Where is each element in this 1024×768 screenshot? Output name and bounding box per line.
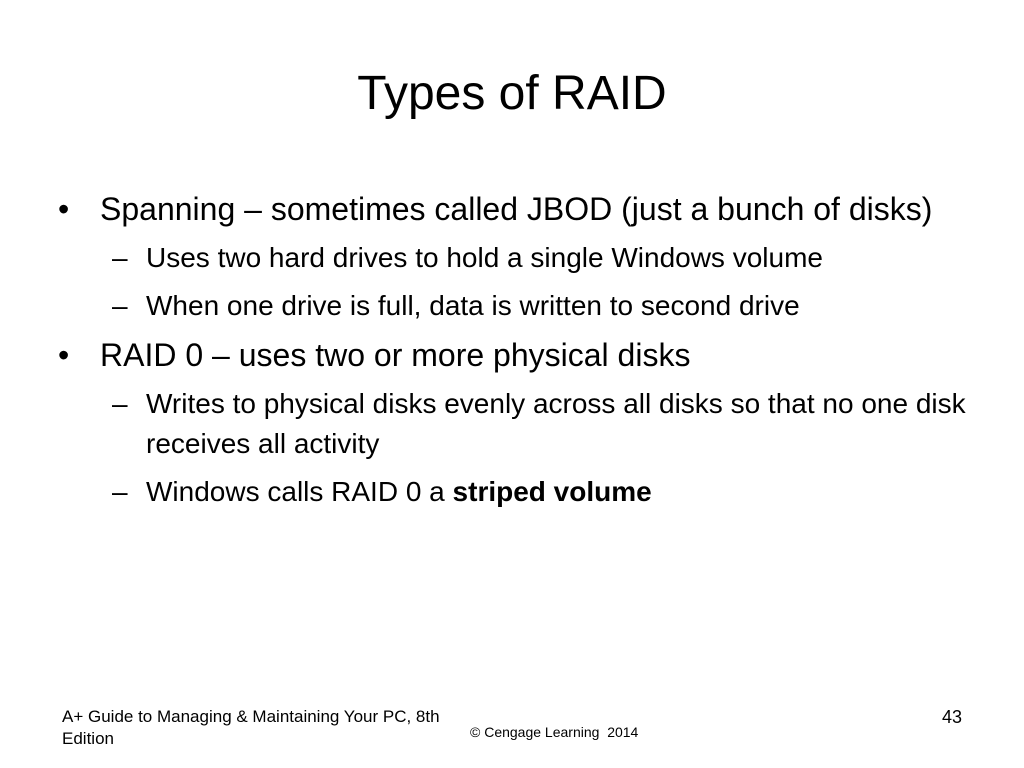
footer-book-title: A+ Guide to Managing & Maintaining Your PC, 8th Edition — [62, 707, 440, 748]
sub-bullet-text-prefix: Windows calls RAID 0 a — [146, 476, 453, 507]
bullet-item — [58, 188, 978, 230]
sub-bullet-item — [58, 384, 986, 464]
page-number: 43 — [941, 707, 962, 727]
bullet-text: Spanning – sometimes called JBOD (just a bunch of disks) — [100, 191, 933, 227]
bold-term: striped volume — [452, 476, 652, 507]
sub-bullet-text: Writes to physical disks evenly across all disks so that no one disk receives all activity — [146, 388, 966, 459]
footer-copyright: © Cengage Learning 2014 — [470, 724, 639, 740]
sub-bullet-item — [58, 286, 986, 326]
sub-bullet-marker: – — [112, 290, 128, 321]
sub-bullet-marker: – — [112, 242, 128, 273]
sub-bullet-item — [58, 472, 986, 512]
sub-bullet-text: When one drive is full, data is written to second drive — [146, 290, 800, 321]
sub-bullet-text — [146, 476, 652, 507]
bullet-text: RAID 0 – uses two or more physical disks — [100, 337, 691, 373]
sub-bullet-item — [58, 238, 986, 278]
sub-bullet-marker: – — [112, 388, 128, 419]
sub-bullet-text: Uses two hard drives to hold a single Windows volume — [146, 242, 823, 273]
bullet-item — [58, 334, 978, 376]
slide-body — [58, 188, 978, 520]
bullet-marker: • — [58, 337, 70, 373]
slide-title: Types of RAID — [357, 67, 667, 120]
sub-bullet-marker: – — [112, 476, 128, 507]
bullet-marker: • — [58, 191, 70, 227]
